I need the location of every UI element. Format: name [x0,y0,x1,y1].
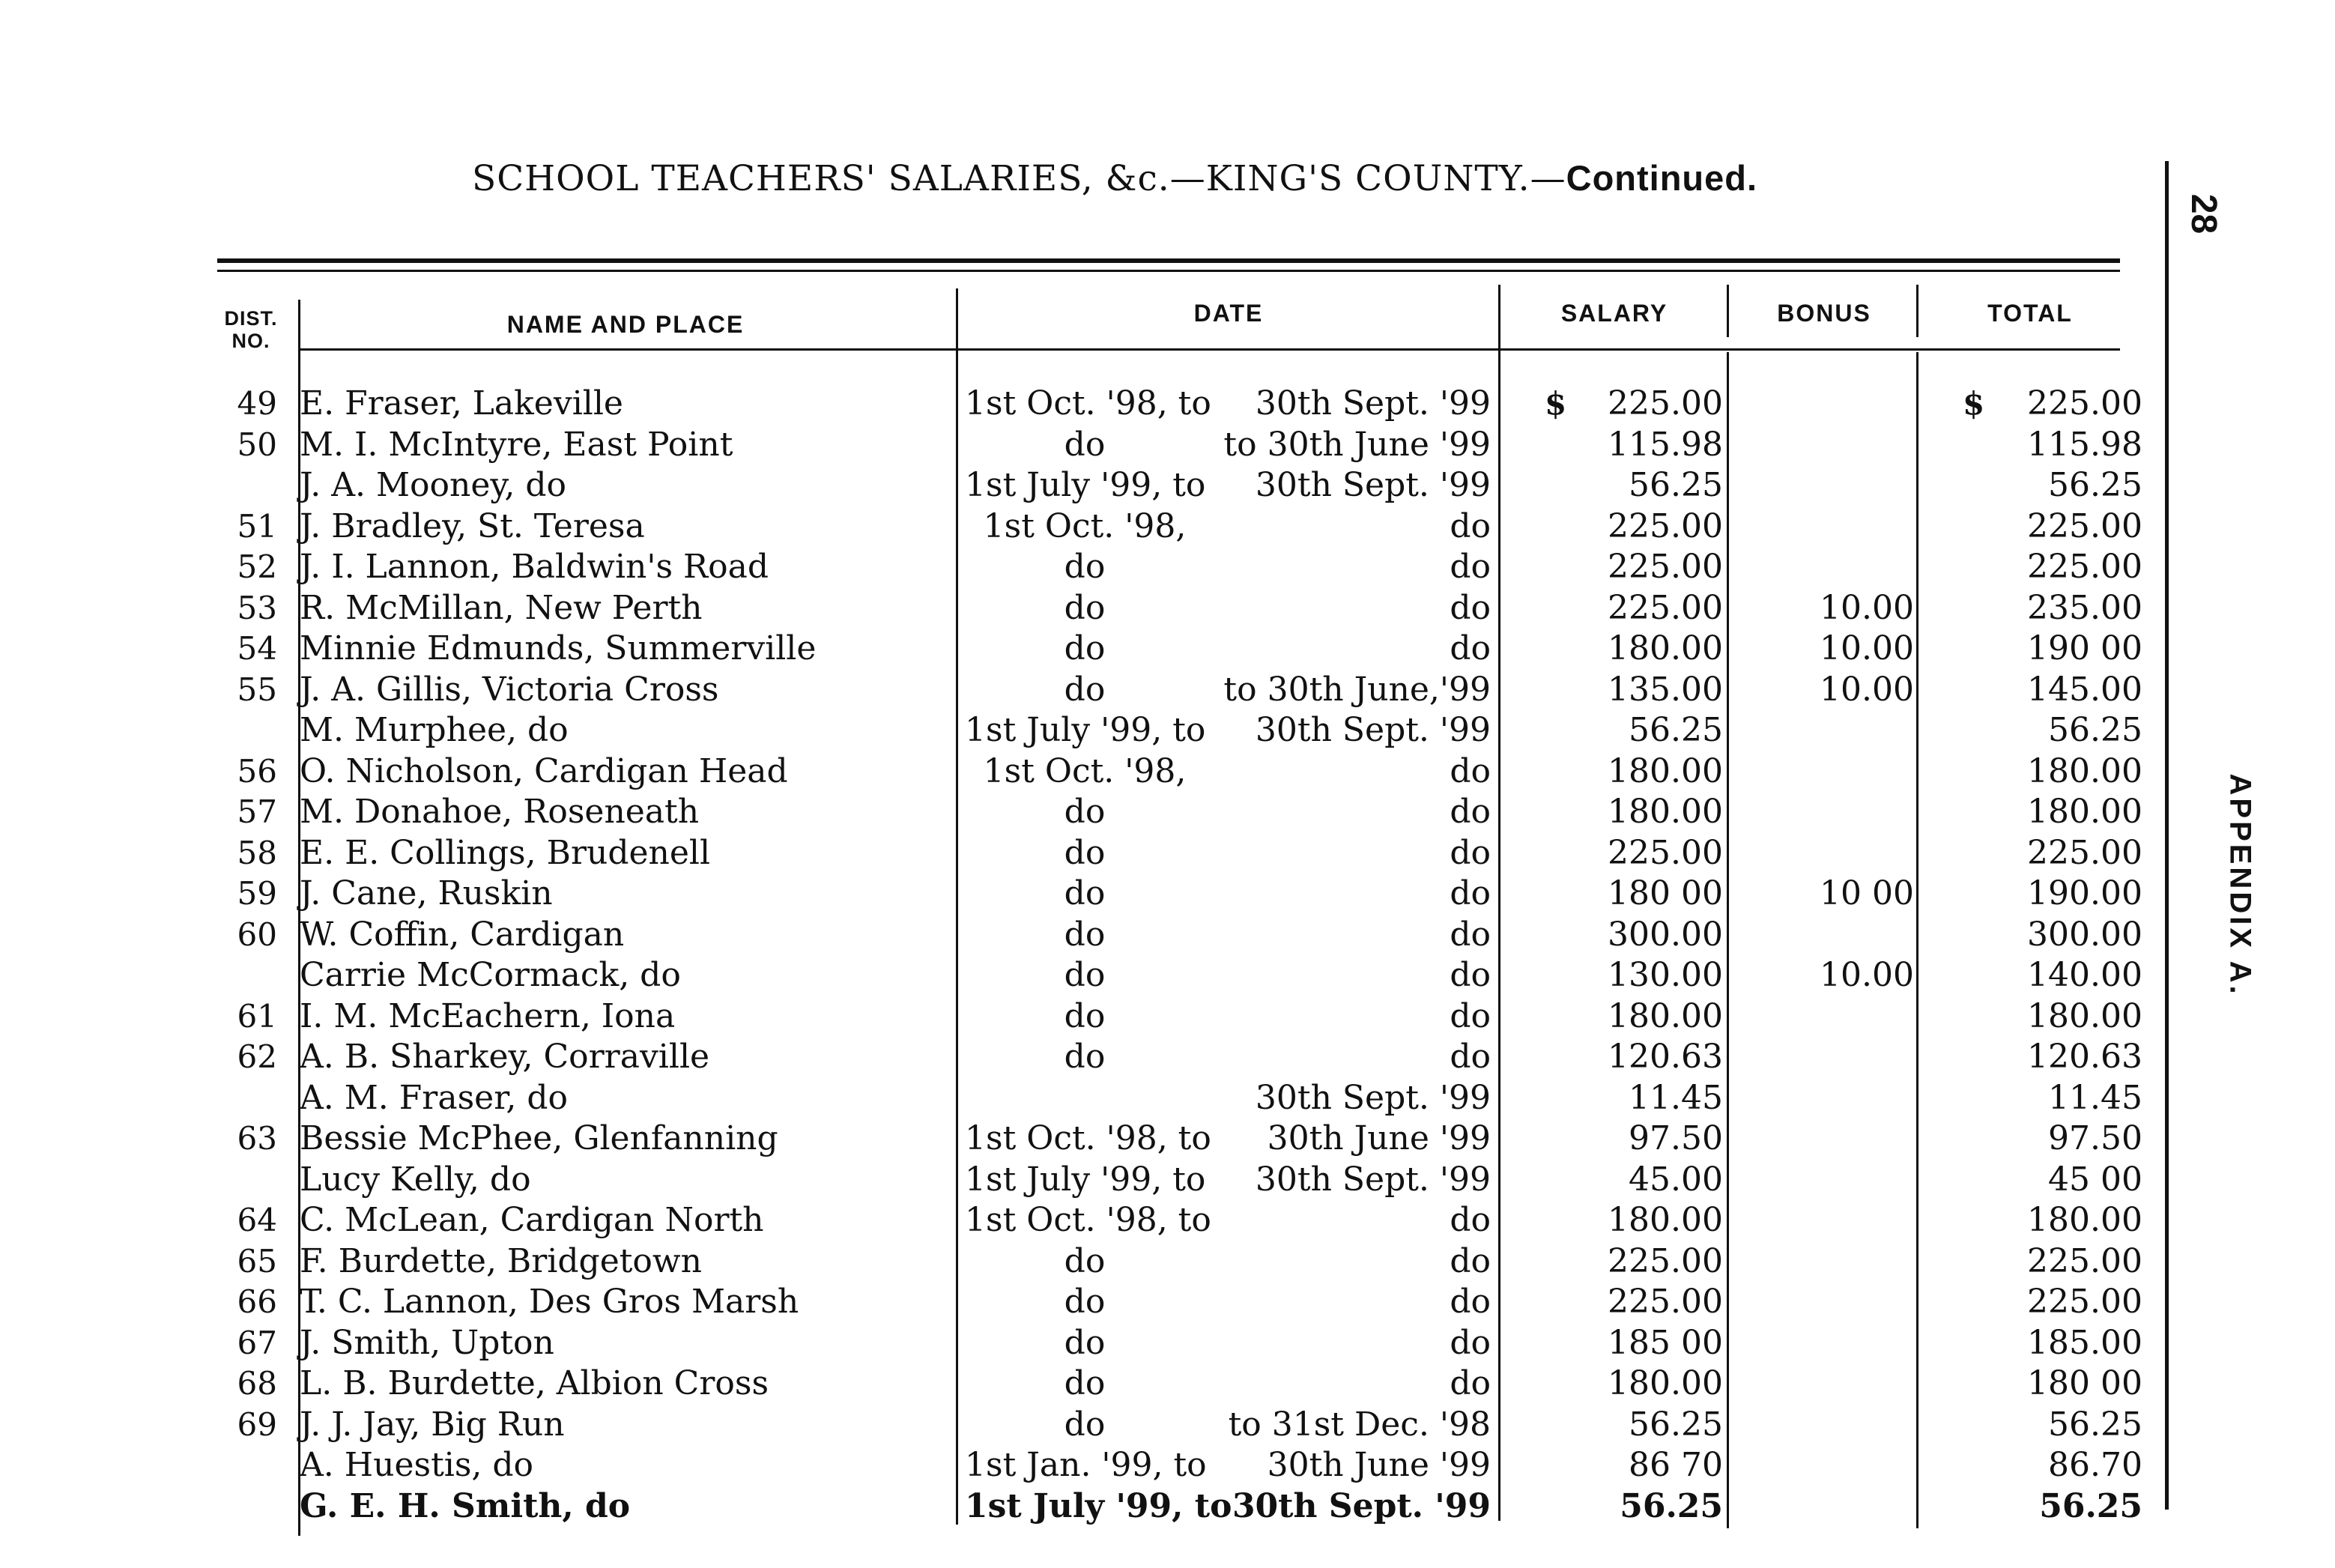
name-cell: J. A. Gillis, Victoria Cross [300,670,719,709]
total-cell: 120.63 [2027,1038,2142,1076]
salary-cell: 115.98 [1608,425,1723,464]
table-row [0,1405,2335,1446]
name-cell: O. Nicholson, Cardigan Head [300,751,788,790]
date-to-cell: do [1450,915,1491,954]
date-from-cell: do [1064,1364,1106,1402]
total-cell: 180.00 [2027,793,2142,831]
header-salary: SALARY [1560,300,1668,327]
date-from-cell: 1st Oct. '98, [983,506,1187,545]
total-cell: 190 00 [2027,629,2142,668]
table-row [0,1445,2335,1486]
dist-cell: 61 [237,997,277,1035]
name-cell: Lucy Kelly, do [300,1160,531,1199]
table-row [0,465,2335,506]
table-row [0,955,2335,996]
table-row [0,792,2335,833]
name-cell: Bessie McPhee, Glenfanning [300,1119,778,1157]
date-from-cell: do [1064,833,1106,872]
total-cell: 86.70 [2048,1446,2142,1484]
top-rule-thin [217,270,2120,272]
name-cell: Carrie McCormack, do [300,956,681,994]
dist-cell: 67 [237,1324,277,1361]
name-cell: A. Huestis, do [300,1446,534,1484]
table-row [0,1037,2335,1078]
dist-cell: 64 [237,1202,277,1238]
name-cell: M. Donahoe, Roseneath [300,793,700,831]
dist-cell: 69 [237,1405,277,1443]
salary-cell: 56.25 [1629,711,1723,749]
name-cell: F. Burdette, Bridgetown [300,1241,702,1280]
total-cell: 180.00 [2027,751,2142,790]
date-to-cell: 30th Sept. '99 [1232,1486,1491,1525]
table-row [0,1119,2335,1160]
name-cell: I. M. McEachern, Iona [300,996,676,1035]
table-row [0,915,2335,956]
salary-cell: 180.00 [1608,1201,1723,1239]
date-to-cell: to 30th June '99 [1223,425,1491,464]
date-to-cell: do [1450,1201,1491,1239]
date-to-cell: do [1450,833,1491,872]
table-row [0,670,2335,711]
table-row [0,751,2335,793]
salary-cell: 56.25 [1629,1405,1723,1444]
date-from-cell: 1st Oct. '98, [983,751,1187,790]
dist-cell: 51 [237,507,277,545]
table-row [0,629,2335,670]
salary-cell: 130.00 [1608,956,1723,994]
name-cell: J. I. Lannon, Baldwin's Road [300,548,769,586]
name-cell: J. Cane, Ruskin [300,874,553,912]
table-row [0,425,2335,466]
salary-cell: 56.25 [1629,466,1723,504]
date-from-cell: do [1064,1405,1106,1444]
salary-cell: 225.00 [1608,1283,1723,1321]
total-cell: 56.25 [2048,711,2142,749]
salary-cell: 225.00 [1608,588,1723,627]
name-cell: J. J. Jay, Big Run [300,1405,565,1444]
date-to-cell: 30th Sept. '99 [1255,466,1491,504]
dist-cell: 68 [237,1365,277,1402]
header-bonus: BONUS [1777,300,1871,327]
total-cell: 140.00 [2027,956,2142,994]
dist-cell: 56 [237,752,277,790]
name-cell: M. Murphee, do [300,711,569,749]
table-row [0,1078,2335,1119]
date-to-cell: do [1450,1038,1491,1076]
total-cell: 180.00 [2027,996,2142,1035]
date-to-cell: do [1450,1364,1491,1402]
date-to-cell: do [1450,629,1491,668]
date-from-cell: 1st July '99, to [965,1160,1206,1199]
total-cell: 180 00 [2027,1364,2142,1402]
total-cell: 145.00 [2027,670,2142,709]
dist-cell: 59 [237,875,277,912]
dist-cell: 50 [237,426,277,463]
total-cell: 225.00 [2027,833,2142,872]
name-cell: L. B. Burdette, Albion Cross [300,1364,769,1402]
bonus-cell: 10.00 [1820,670,1914,709]
dist-cell: 49 [237,385,277,422]
date-to-cell: do [1450,874,1491,912]
date-to-cell: 30th June '99 [1267,1446,1491,1484]
name-cell: C. McLean, Cardigan North [300,1201,764,1239]
name-cell: G. E. H. Smith, do [300,1486,631,1525]
date-to-cell: to 31st Dec. '98 [1228,1405,1491,1444]
bonus-cell: 10 00 [1820,874,1914,912]
name-cell: J. Bradley, St. Teresa [300,506,645,545]
salary-cell: 180.00 [1608,793,1723,831]
salary-cell: 180 00 [1608,874,1723,912]
date-to-cell: do [1450,751,1491,790]
date-from-cell: do [1064,915,1106,954]
dist-cell: 53 [237,589,277,626]
name-cell: E. E. Collings, Brudenell [300,833,711,872]
table-row [0,1282,2335,1323]
dist-cell: 65 [237,1242,277,1280]
date-to-cell: do [1450,506,1491,545]
date-to-cell: do [1450,1323,1491,1362]
total-cell: 190.00 [2027,874,2142,912]
date-to-cell: do [1450,548,1491,586]
date-to-cell: 30th Sept. '99 [1255,1078,1491,1117]
bonus-cell: 10.00 [1820,588,1914,627]
salary-cell: 225.00 [1608,1241,1723,1280]
salary-cell: 11.45 [1629,1078,1723,1117]
bonus-cell: 10.00 [1820,629,1914,668]
date-from-cell: do [1064,1241,1106,1280]
date-from-cell: do [1064,874,1106,912]
name-cell: J. Smith, Upton [300,1323,554,1362]
total-cell: 56.25 [2048,1405,2142,1444]
dist-cell: 52 [237,548,277,585]
salary-cell: 135.00 [1608,670,1723,709]
salary-cell: 225.00 [1608,506,1723,545]
column-divider [1727,285,1729,337]
date-to-cell: do [1450,793,1491,831]
page-title [472,157,1757,199]
salary-cell: 225.00 [1608,833,1723,872]
salary-cell: 180.00 [1608,1364,1723,1402]
total-cell: 225.00 [2027,548,2142,586]
table-row [0,1241,2335,1283]
date-from-cell: do [1064,425,1106,464]
date-to-cell: do [1450,588,1491,627]
date-to-cell: to 30th June,'99 [1223,670,1491,709]
total-currency-symbol: $ [1963,385,1985,422]
date-from-cell: do [1064,588,1106,627]
date-from-cell: do [1064,996,1106,1035]
bonus-cell: 10.00 [1820,956,1914,994]
table-row [0,1486,2335,1528]
salary-cell: 180.00 [1608,751,1723,790]
total-cell: 56.25 [2048,466,2142,504]
name-cell: R. McMillan, New Perth [300,588,703,627]
column-divider [1916,285,1918,337]
dist-cell: 57 [237,793,277,830]
header-bottom-rule [300,348,2120,351]
salary-cell: 97.50 [1629,1119,1723,1157]
name-cell: M. I. McIntyre, East Point [300,425,733,464]
date-from-cell: 1st Oct. '98, to [965,1201,1211,1239]
date-from-cell: 1st July '99, to [965,1486,1232,1525]
total-cell: 97.50 [2048,1119,2142,1157]
table-row [0,1160,2335,1201]
table-row [0,1363,2335,1405]
dist-cell: 62 [237,1038,277,1075]
salary-cell: 120.63 [1608,1038,1723,1076]
total-cell: 225.00 [2027,1283,2142,1321]
total-cell: 11.45 [2048,1078,2142,1117]
name-cell: J. A. Mooney, do [300,466,566,504]
date-from-cell: 1st Jan. '99, to [965,1446,1207,1484]
dist-cell: 54 [237,630,277,667]
name-cell: T. C. Lannon, Des Gros Marsh [300,1283,799,1321]
date-from-cell: do [1064,1283,1106,1321]
total-cell: 56.25 [2039,1486,2142,1525]
salary-cell: 185 00 [1608,1323,1723,1362]
name-cell: E. Fraser, Lakeville [300,384,623,423]
total-cell: 45 00 [2048,1160,2142,1199]
date-to-cell: do [1450,956,1491,994]
header-name: NAME AND PLACE [506,311,745,338]
date-from-cell: do [1064,1323,1106,1362]
date-to-cell: do [1450,1283,1491,1321]
salary-cell: 45.00 [1629,1160,1723,1199]
table-row [0,874,2335,915]
date-from-cell: do [1064,629,1106,668]
salary-cell: 86 70 [1629,1446,1723,1484]
salary-cell: 180.00 [1608,629,1723,668]
salary-cell: 225.00 [1608,548,1723,586]
total-cell: 235.00 [2027,588,2142,627]
date-to-cell: 30th Sept. '99 [1255,384,1491,423]
dist-cell: 66 [237,1283,277,1320]
dist-cell: 60 [237,915,277,953]
salary-table [0,384,2335,1527]
top-rule [217,258,2120,263]
date-from-cell: do [1064,1038,1106,1076]
date-to-cell: 30th Sept. '99 [1255,1160,1491,1199]
name-cell: A. B. Sharkey, Corraville [300,1038,710,1076]
table-row [0,710,2335,751]
date-to-cell: 30th Sept. '99 [1255,711,1491,749]
title-text: SCHOOL TEACHERS' SALARIES, &c.—KING'S COUNTY.— [472,158,1566,199]
total-cell: 115.98 [2027,425,2142,464]
total-cell: 225.00 [2027,506,2142,545]
date-from-cell: 1st July '99, to [965,711,1206,749]
table-row [0,547,2335,588]
total-cell: 185.00 [2027,1323,2142,1362]
dist-cell: 55 [237,671,277,708]
date-from-cell: do [1064,793,1106,831]
table-row [0,1323,2335,1364]
table-row [0,833,2335,874]
dist-cell: 58 [237,834,277,871]
date-from-cell: do [1064,956,1106,994]
date-from-cell: do [1064,670,1106,709]
header-total: TOTAL [1987,300,2073,327]
date-from-cell: 1st Oct. '98, to [965,1119,1211,1157]
date-from-cell: 1st Oct. '98, to [965,384,1211,423]
dist-cell: 63 [237,1120,277,1157]
name-cell: W. Coffin, Cardigan [300,915,625,954]
table-row [0,384,2335,425]
name-cell: A. M. Fraser, do [300,1078,569,1117]
salary-cell: 180.00 [1608,996,1723,1035]
table-row [0,1200,2335,1241]
name-cell: Minnie Edmunds, Summerville [300,629,817,668]
page-number: 28 [2184,193,2224,234]
title-continued: Continued. [1566,158,1758,198]
table-row [0,506,2335,548]
total-cell: 180.00 [2027,1201,2142,1239]
total-cell: 225.00 [2027,384,2142,423]
salary-cell: 225.00 [1608,384,1723,423]
salary-currency-symbol: $ [1545,385,1567,422]
side-label: APPENDIX A. [2223,773,2257,997]
date-from-cell: do [1064,548,1106,586]
date-to-cell: 30th June '99 [1267,1119,1491,1157]
date-to-cell: do [1450,1241,1491,1280]
header-date: DATE [1193,300,1264,327]
date-from-cell: 1st July '99, to [965,466,1206,504]
date-to-cell: do [1450,996,1491,1035]
total-cell: 300.00 [2027,915,2142,954]
salary-cell: 56.25 [1620,1486,1723,1525]
table-row [0,996,2335,1038]
header-dist: DIST. NO. [224,307,278,352]
total-cell: 225.00 [2027,1241,2142,1280]
salary-cell: 300.00 [1608,915,1723,954]
table-row [0,588,2335,629]
